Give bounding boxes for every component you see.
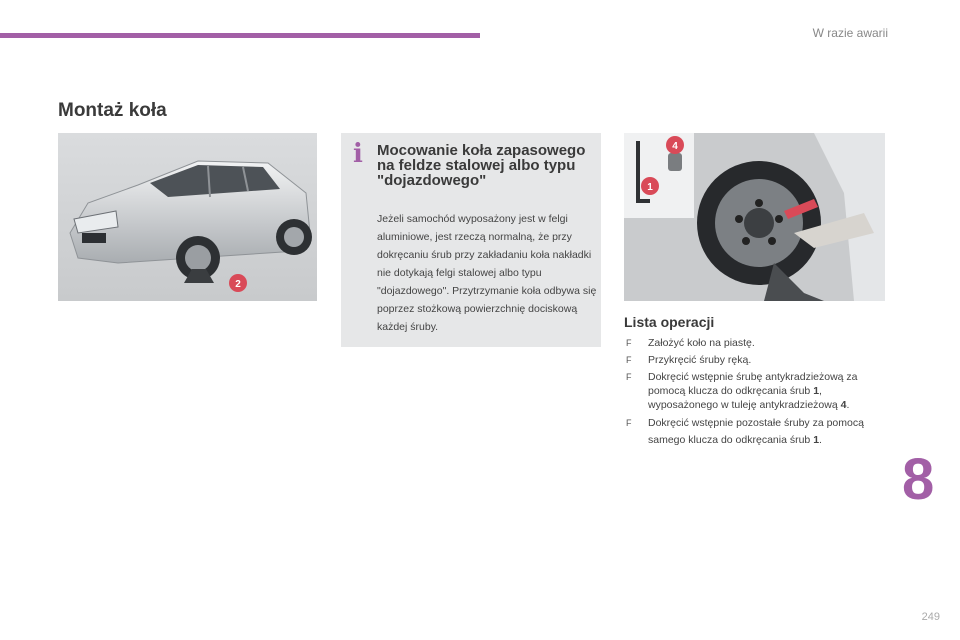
svg-text:4: 4 <box>672 141 678 152</box>
list-item: F Dokręcić wstępnie śrubę antykradzieżową za pomocą klucza do odkręcania śrub 1, wyposażonego w tuleję antykradzieżową 4. <box>626 371 858 411</box>
wheel-illustration <box>624 133 885 301</box>
page-heading: Montaż koła <box>58 100 167 121</box>
section-title: W razie awarii <box>812 26 888 40</box>
chapter-number: 8 <box>902 447 935 512</box>
car-on-jack-photo <box>58 133 317 301</box>
info-box <box>341 133 601 347</box>
info-box-text: Jeżeli samochód wyposażony jest w felgi aluminiowe, jest rzeczą normalną, że przy dokręcaniu śrub przy zakładaniu koła nakładki nie dotykają felgi stalowej albo typu "dojazdowego". Przytrzymanie koła odbywa się poprzez stożkową powierzchnię dociskową każdej śruby. <box>377 213 597 333</box>
list-item: F Dokręcić wstępnie pozostałe śruby za pomocą samego klucza do odkręcania śrub 1. <box>626 417 864 446</box>
operations-list <box>624 336 894 452</box>
checkbox-marker-icon: F <box>626 418 632 428</box>
info-icon: i <box>353 139 363 169</box>
checkbox-marker-icon: F <box>626 372 632 382</box>
svg-text:2: 2 <box>235 279 241 290</box>
section-color-bar <box>0 33 480 38</box>
wheel-bolts-photo <box>624 133 885 301</box>
list-item: F Przykręcić śruby ręką. <box>626 354 752 366</box>
list-item: F Założyć koło na piastę. <box>626 337 755 349</box>
checkbox-marker-icon: F <box>626 338 632 348</box>
car-illustration <box>58 133 317 301</box>
svg-text:1: 1 <box>647 182 653 193</box>
checkbox-marker-icon: F <box>626 355 632 365</box>
info-box-title: Mocowanie koła zapasowego na feldze stalowej albo typu "dojazdowego" <box>377 142 586 189</box>
page-number: 249 <box>921 611 940 623</box>
operations-heading: Lista operacji <box>624 314 715 330</box>
